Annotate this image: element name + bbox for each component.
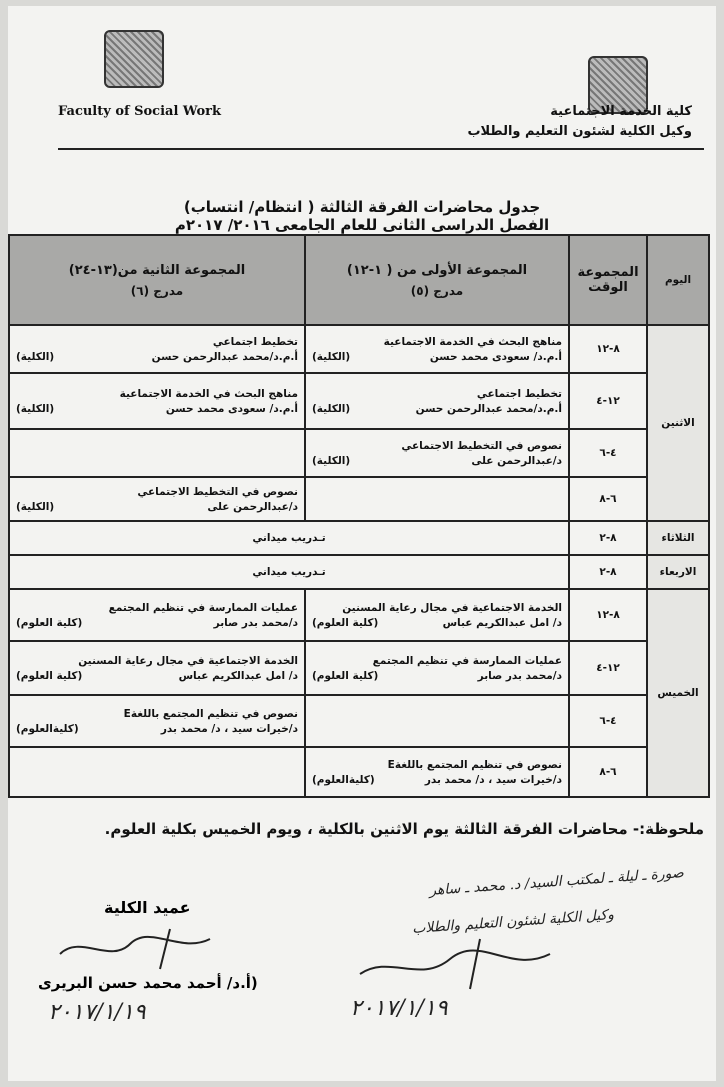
dean-title: عميد الكلية — [104, 898, 191, 917]
university-logo-left — [104, 30, 164, 88]
day-thursday: الخميس — [647, 589, 709, 797]
lecture-cell — [9, 325, 305, 373]
lecture-cell-empty — [305, 695, 569, 747]
header-time-label: الوقت — [588, 280, 628, 295]
lecture-place: (الكلية) — [16, 500, 55, 513]
course-name: عمليات الممارسة في تنظيم المجتمع — [108, 601, 298, 614]
dean-name: (أ.د/ أحمد محمد حسن البريرى — [38, 974, 258, 992]
date-left: ٢٠١٧/١/١٩ — [48, 1000, 146, 1025]
course-name: الخدمة الاجتماعية في مجال رعاية المسنين — [78, 654, 298, 667]
time-cell: ٦-٨ — [569, 477, 647, 521]
field-training: تـدريب ميداني — [9, 555, 569, 589]
lecture-cell — [305, 325, 569, 373]
header-group-label: المجموعة — [577, 265, 639, 280]
vice-dean-title: وكيل الكلية لشئون التعليم والطلاب — [467, 124, 692, 139]
course-name: تخطيط اجتماعي — [212, 335, 298, 348]
lecturer-name: د/عبدالرحمن على — [207, 500, 298, 513]
header-day-label: اليوم — [664, 274, 692, 286]
time-cell: ٨-١٢ — [569, 325, 647, 373]
group1-hall: مدرج (٥) — [410, 283, 464, 298]
day-wednesday: الاربعاء — [647, 555, 709, 589]
schedule-note: ملحوظة:- محاضرات الفرقة الثالثة يوم الاثنين بالكلية ، ويوم الخميس بكلية العلوم. — [104, 820, 704, 838]
course-name: نصوص في تنظيم المجتمع باللغةE — [387, 758, 562, 771]
lecture-place: (الكلية) — [312, 350, 351, 363]
schedule-table — [8, 234, 710, 798]
lecture-cell — [9, 589, 305, 641]
lecturer-name: د/عبدالرحمن على — [471, 454, 562, 467]
time-cell: ٤-٦ — [569, 429, 647, 477]
lecture-cell — [9, 477, 305, 521]
time-cell: ٦-٨ — [569, 747, 647, 797]
time-cell: ١٢-٤ — [569, 373, 647, 429]
lecturer-name: أ.م.د/محمد عبدالرحمن حسن — [415, 402, 562, 415]
handwritten-line-1: صورة ـ ليلة ـ لمكتب السيد/ د. محمد ـ ساهر — [428, 865, 685, 899]
header-day — [647, 235, 709, 325]
lecturer-name: د/خيرات سيد ، د/ محمد بدر — [160, 722, 298, 735]
lecture-cell — [305, 641, 569, 695]
lecturer-name: د/خيرات سيد ، د/ محمد بدر — [424, 773, 562, 786]
field-training: تـدريب ميداني — [9, 521, 569, 555]
lecture-place: (الكلية) — [16, 402, 55, 415]
lecture-place: (كليةالعلوم) — [312, 773, 375, 786]
time-cell: ١٢-٤ — [569, 641, 647, 695]
day-tuesday: الثلاثاء — [647, 521, 709, 555]
lecture-cell — [9, 695, 305, 747]
time-cell: ٨-٢ — [569, 521, 647, 555]
lecturer-name: د/محمد بدر صابر — [213, 616, 298, 629]
lecture-cell — [305, 747, 569, 797]
time-cell: ٨-١٢ — [569, 589, 647, 641]
faculty-name-english: Faculty of Social Work — [58, 104, 221, 119]
time-cell: ٨-٢ — [569, 555, 647, 589]
lecture-cell-empty — [9, 747, 305, 797]
group2-hall: مدرج (٦) — [130, 283, 184, 298]
lecture-cell — [9, 641, 305, 695]
group1-name: المجموعة الأولى من ( ١-١٢) — [346, 262, 528, 278]
course-name: مناهج البحث في الخدمة الاجتماعية — [383, 335, 562, 348]
header-group2 — [9, 235, 305, 325]
handwritten-line-2: وكيل الكلية لشئون التعليم والطلاب — [411, 906, 615, 938]
lecturer-name: د/ امل عبدالكريم عباس — [178, 669, 298, 682]
lecture-cell — [305, 373, 569, 429]
lecture-cell — [305, 429, 569, 477]
lecture-place: (كلية العلوم) — [312, 616, 379, 629]
course-name: نصوص في تنظيم المجتمع باللغةE — [123, 707, 298, 720]
lecture-cell — [9, 373, 305, 429]
dean-signature — [50, 924, 250, 974]
lecture-place: (الكلية) — [16, 350, 55, 363]
schedule-title: جدول محاضرات الفرقة الثالثة ( انتظام/ انتساب) — [183, 198, 541, 216]
time-cell: ٤-٦ — [569, 695, 647, 747]
day-monday: الاثنين — [647, 325, 709, 521]
header-divider — [58, 148, 704, 150]
lecture-place: (كليةالعلوم) — [16, 722, 79, 735]
lecture-cell-empty — [305, 477, 569, 521]
lecturer-name: د/محمد بدر صابر — [477, 669, 562, 682]
faculty-name-arabic: كلية الخدمة الاجتماعية — [550, 104, 692, 119]
lecture-cell-empty — [9, 429, 305, 477]
lecture-place: (الكلية) — [312, 454, 351, 467]
lecturer-name: أ.م.د/ سعودى محمد حسن — [429, 350, 562, 363]
header-group1 — [305, 235, 569, 325]
lecture-place: (كلية العلوم) — [16, 616, 83, 629]
course-name: مناهج البحث في الخدمة الاجتماعية — [119, 387, 298, 400]
course-name: نصوص في التخطيط الاجتماعي — [401, 439, 562, 452]
header-time — [569, 235, 647, 325]
course-name: عمليات الممارسة في تنظيم المجتمع — [372, 654, 562, 667]
lecture-place: (كلية العلوم) — [16, 669, 83, 682]
lecturer-name: د/ امل عبدالكريم عباس — [442, 616, 562, 629]
lecturer-name: أ.م.د/ سعودى محمد حسن — [165, 402, 298, 415]
lecturer-name: أ.م.د/محمد عبدالرحمن حسن — [151, 350, 298, 363]
lecture-cell — [305, 589, 569, 641]
course-name: الخدمة الاجتماعية في مجال رعاية المسنين — [342, 601, 562, 614]
group2-name: المجموعة الثانية من(١٣-٢٤) — [68, 262, 246, 278]
course-name: نصوص في التخطيط الاجتماعي — [137, 485, 298, 498]
lecture-place: (الكلية) — [312, 402, 351, 415]
course-name: تخطيط اجتماعي — [476, 387, 562, 400]
semester-title: الفصل الدراسى الثانى للعام الجامعى ٢٠١٦/ ٢٠١٧م — [174, 216, 550, 234]
date-right: ٢٠١٧/١/١٩ — [350, 996, 448, 1021]
lecture-place: (كلية العلوم) — [312, 669, 379, 682]
vice-dean-signature — [350, 934, 570, 994]
